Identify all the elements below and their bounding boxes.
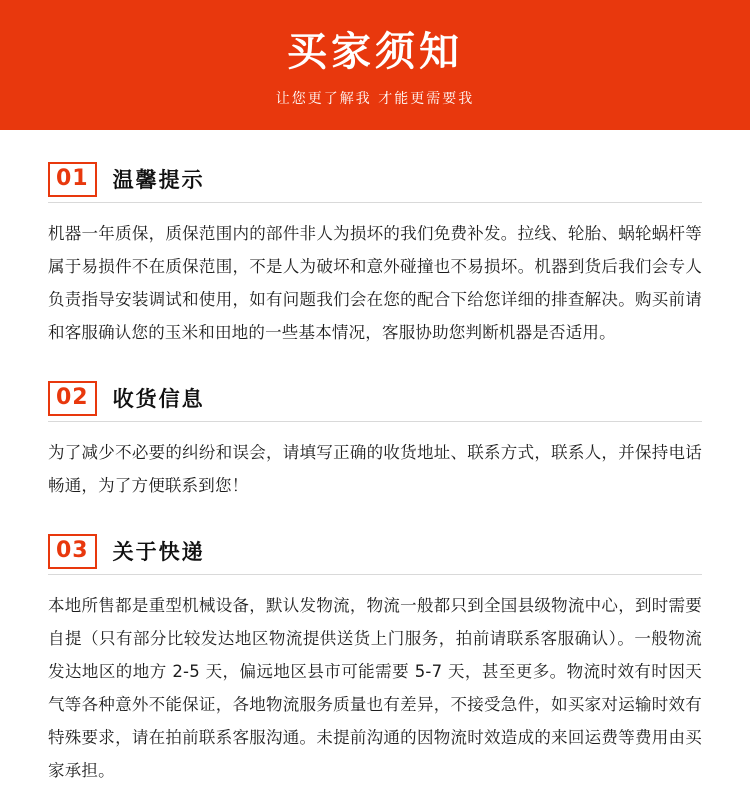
section-number-badge: 03 — [48, 534, 97, 569]
section-number-badge: 01 — [48, 162, 97, 197]
page-subtitle: 让您更了解我 才能更需要我 — [275, 91, 475, 107]
section-shipping-info — [48, 375, 702, 502]
header-banner — [0, 0, 750, 130]
section-number-badge: 02 — [48, 381, 97, 416]
content-area — [0, 130, 750, 787]
section-header — [48, 156, 702, 203]
section-about-delivery — [48, 528, 702, 787]
section-header — [48, 528, 702, 575]
section-title: 收货信息 — [112, 387, 205, 411]
section-body-text: 为了减少不必要的纠纷和误会，请填写正确的收货地址、联系方式，联系人，并保持电话畅通，为了方便联系到您！ — [48, 443, 702, 495]
section-temperature-tips — [48, 156, 702, 349]
section-header — [48, 375, 702, 422]
page-title: 买家须知 — [287, 29, 463, 75]
section-body-text: 本地所售都是重型机械设备，默认发物流，物流一般都只到全国县级物流中心，到时需要自提（只有部分比较发达地区物流提供送货上门服务，拍前请联系客服确认）。一般物流发达地区的地方 2-5 天，偏远地区县市可能需要 5-7 天，甚至更多。物流时效有时因天气等各种意外不能保证，各地物流服务质量也有差异，不接受急件，如买家对运输时效有特殊要求，请在拍前联系客服沟通。未提前沟通的因物流时效造成的来回运费等费用由买家承担。 — [48, 596, 702, 780]
section-body-text: 机器一年质保，质保范围内的部件非人为损坏的我们免费补发。拉线、轮胎、蜗轮蜗杆等属于易损件不在质保范围，不是人为破坏和意外碰撞也不易损坏。机器到货后我们会专人负责指导安装调试和使用，如有问题我们会在您的配合下给您详细的排查解决。购买前请和客服确认您的玉米和田地的一些基本情况，客服协助您判断机器是否适用。 — [48, 224, 702, 342]
section-title: 温馨提示 — [112, 168, 205, 192]
section-title: 关于快递 — [112, 540, 205, 564]
